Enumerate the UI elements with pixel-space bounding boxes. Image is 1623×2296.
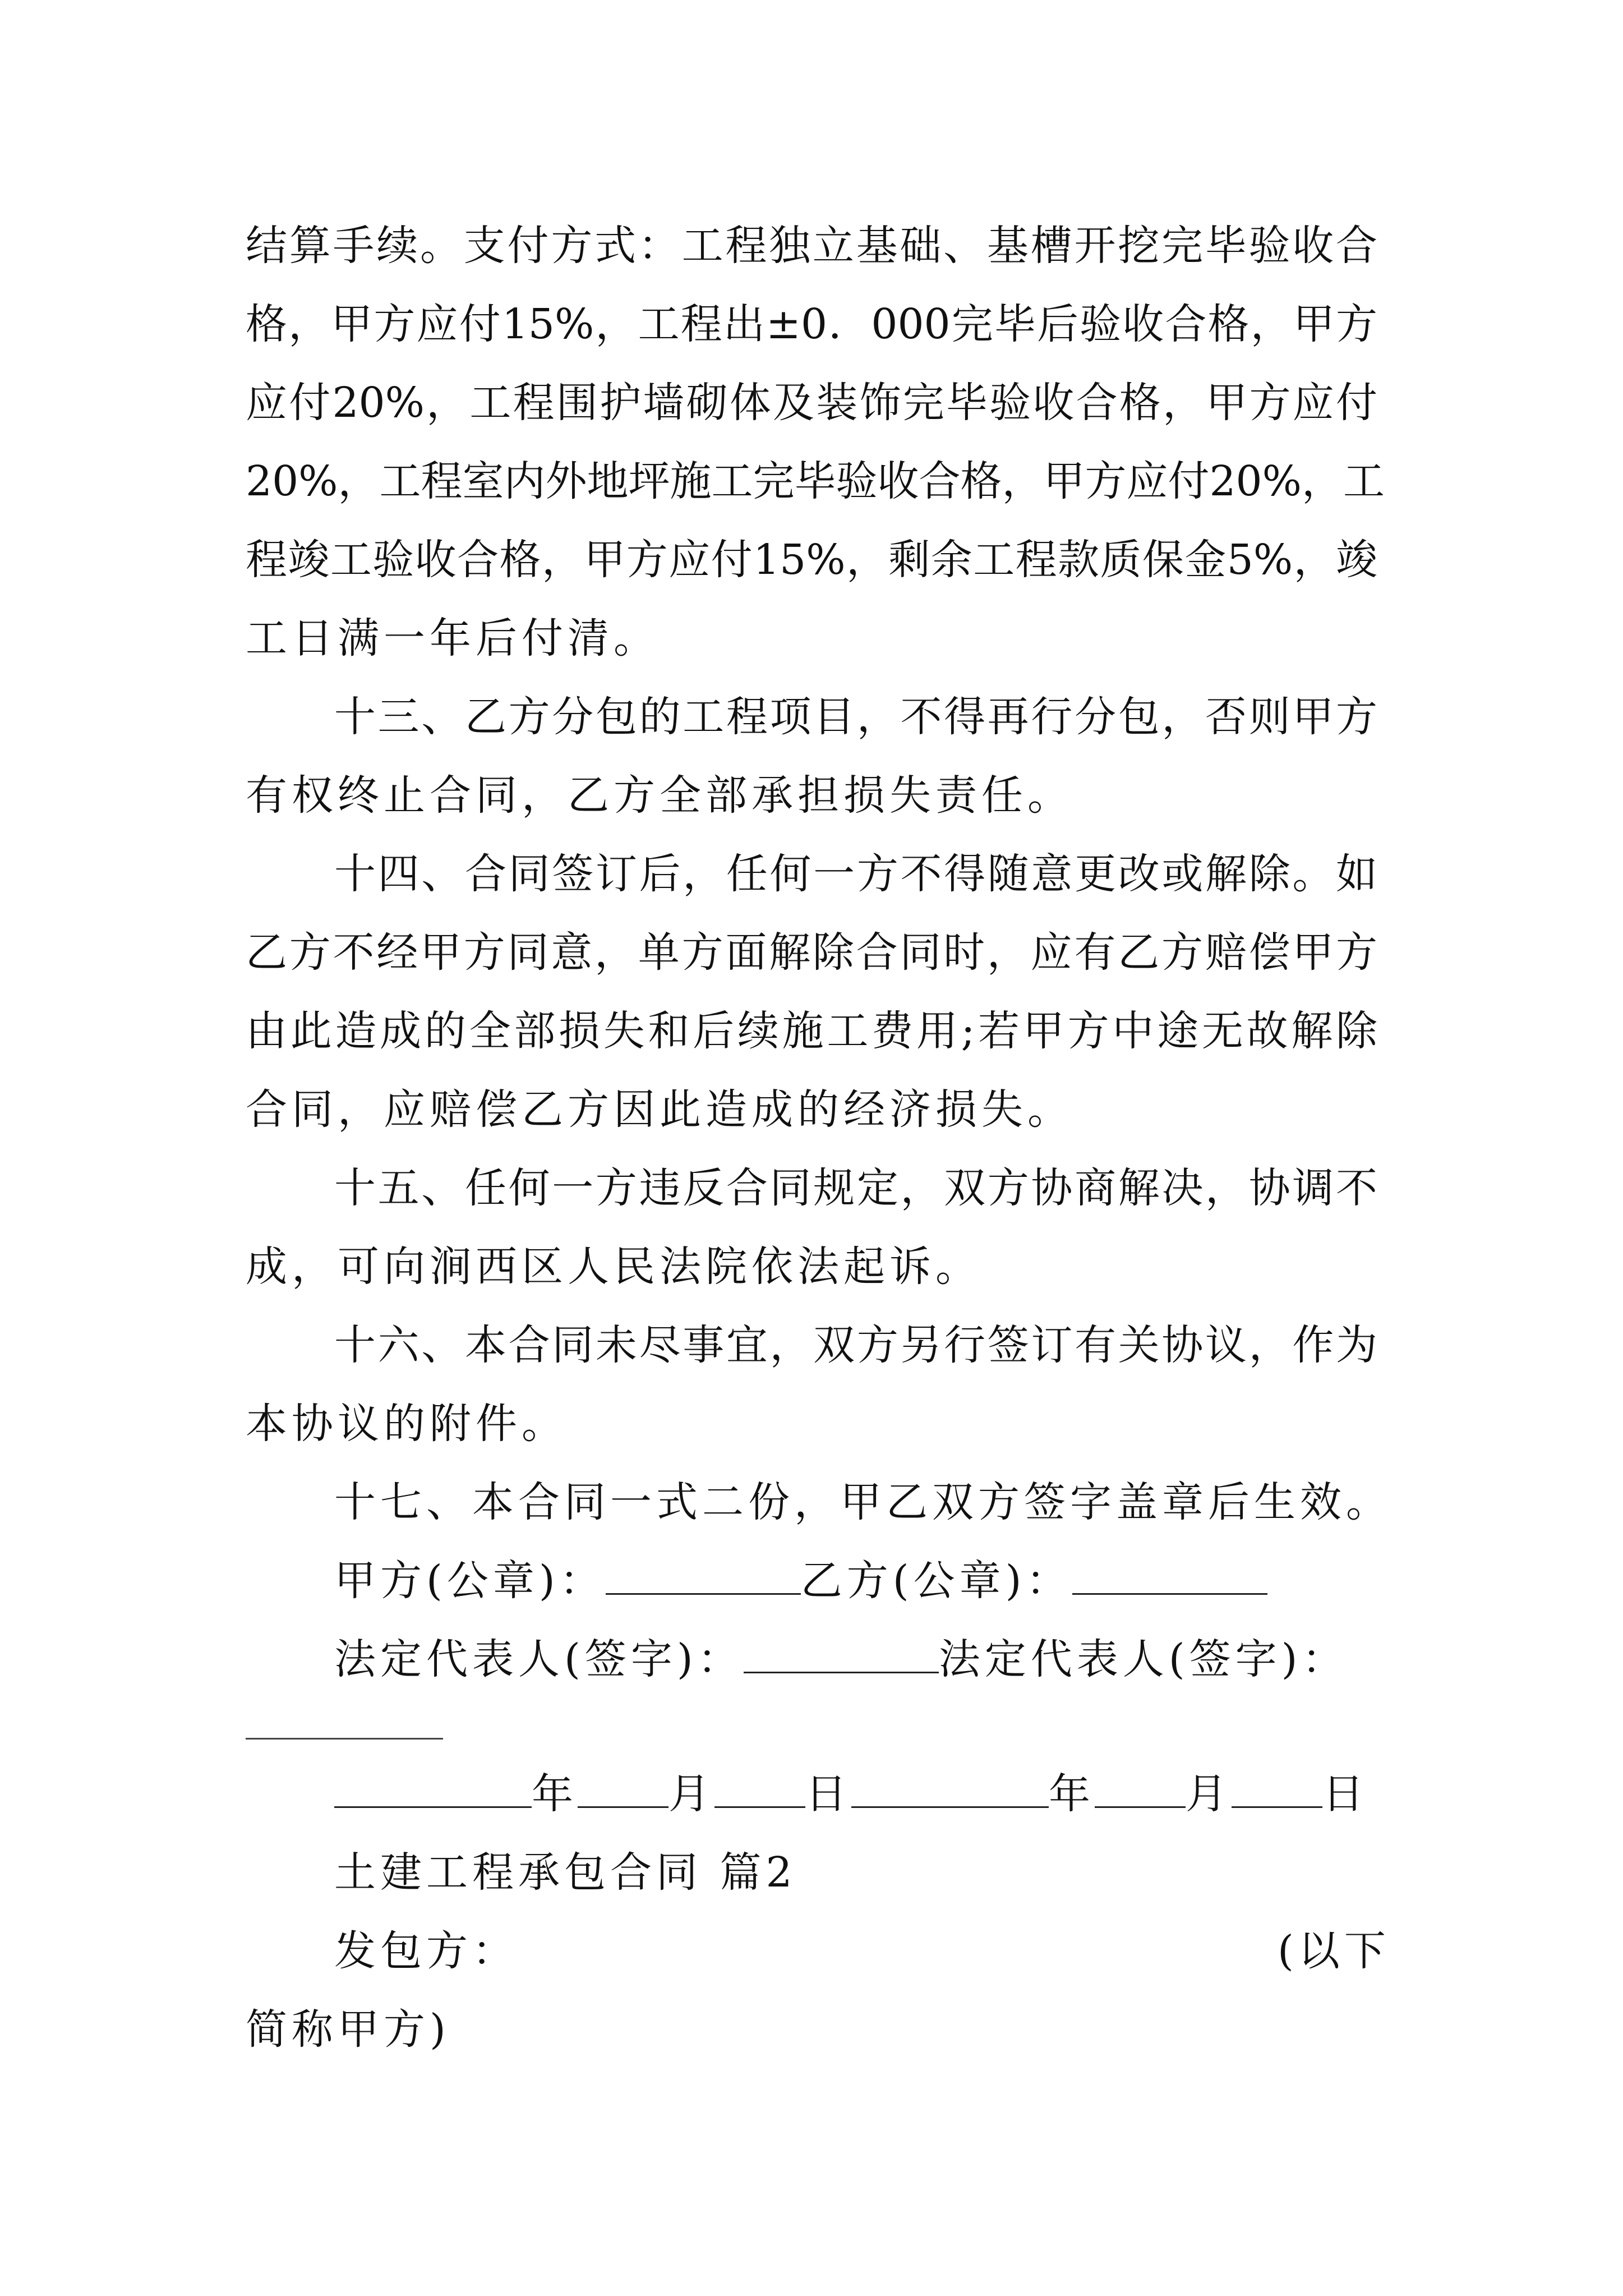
party-a-seal-label: 甲方(公章)： bbox=[334, 1557, 606, 1605]
paragraph-line: 20%，工程室内外地坪施工完毕验收合格，甲方应付20%，工 bbox=[246, 457, 1385, 505]
clause-15-line: 十五、任何一方违反合同规定，双方协商解决，协调不 bbox=[334, 1164, 1377, 1212]
issuer-label: 发包方： bbox=[334, 1927, 518, 1975]
section-title: 土建工程承包合同 篇2 bbox=[334, 1848, 797, 1897]
rep-b-label: 法定代表人(签字)： bbox=[938, 1635, 1348, 1683]
year-a-label: 年 bbox=[532, 1770, 578, 1818]
party-b-seal-label: 乙方(公章)： bbox=[800, 1557, 1072, 1605]
rep-a-label: 法定代表人(签字)： bbox=[334, 1635, 744, 1683]
clause-16-line: 本协议的附件。 bbox=[246, 1400, 568, 1448]
paragraph-line: 工日满一年后付清。 bbox=[246, 614, 660, 662]
paragraph-line: 结算手续。支付方式：工程独立基础、基槽开挖完毕验收合 bbox=[246, 222, 1377, 270]
paragraph-line: 应付20%，工程围护墙砌体及装饰完毕验收合格，甲方应付 bbox=[246, 379, 1377, 427]
day-a-blank[interactable] bbox=[714, 1767, 805, 1808]
day-b-label: 日 bbox=[1322, 1770, 1368, 1818]
month-a-label: 月 bbox=[668, 1770, 714, 1818]
issuer-suffix: (以下 bbox=[1278, 1927, 1390, 1975]
clause-15-line: 成，可向涧西区人民法院依法起诉。 bbox=[246, 1243, 981, 1291]
paragraph-line: 格，甲方应付15%，工程出±0．000完毕后验收合格，甲方 bbox=[246, 300, 1377, 348]
paragraph-line: 程竣工验收合格，甲方应付15%，剩余工程款质保金5%，竣 bbox=[246, 536, 1377, 584]
issuer-suffix-continued: 简称甲方) bbox=[246, 2005, 450, 2054]
month-a-blank[interactable] bbox=[578, 1767, 668, 1808]
month-b-label: 月 bbox=[1186, 1770, 1232, 1818]
year-a-blank[interactable] bbox=[334, 1767, 532, 1808]
date-row bbox=[334, 1766, 1368, 1822]
rep-a-blank[interactable] bbox=[744, 1632, 939, 1673]
party-b-seal-blank[interactable] bbox=[1072, 1554, 1267, 1595]
clause-16-line: 十六、本合同未尽事宜，双方另行签订有关协议，作为 bbox=[334, 1321, 1377, 1369]
clause-14-line: 乙方不经甲方同意，单方面解除合同时，应有乙方赔偿甲方 bbox=[246, 928, 1377, 977]
clause-14-line: 由此造成的全部损失和后续施工费用;若甲方中途无故解除 bbox=[246, 1007, 1377, 1055]
day-b-blank[interactable] bbox=[1232, 1767, 1322, 1808]
day-a-label: 日 bbox=[805, 1770, 851, 1818]
clause-14-line: 合同，应赔偿乙方因此造成的经济损失。 bbox=[246, 1085, 1073, 1134]
year-b-label: 年 bbox=[1049, 1770, 1095, 1818]
representative-row bbox=[334, 1631, 1348, 1687]
clause-17-line: 十七、本合同一式二份，甲乙双方签字盖章后生效。 bbox=[334, 1478, 1392, 1526]
rep-b-blank[interactable] bbox=[246, 1738, 443, 1740]
clause-14-line: 十四、合同签订后，任何一方不得随意更改或解除。如 bbox=[334, 850, 1377, 898]
party-a-seal-row bbox=[334, 1553, 1267, 1609]
year-b-blank[interactable] bbox=[851, 1767, 1049, 1808]
clause-13-line: 有权终止合同，乙方全部承担损失责任。 bbox=[246, 771, 1073, 820]
clause-13-line: 十三、乙方分包的工程项目，不得再行分包，否则甲方 bbox=[334, 693, 1377, 741]
party-a-seal-blank[interactable] bbox=[606, 1554, 801, 1595]
month-b-blank[interactable] bbox=[1095, 1767, 1186, 1808]
